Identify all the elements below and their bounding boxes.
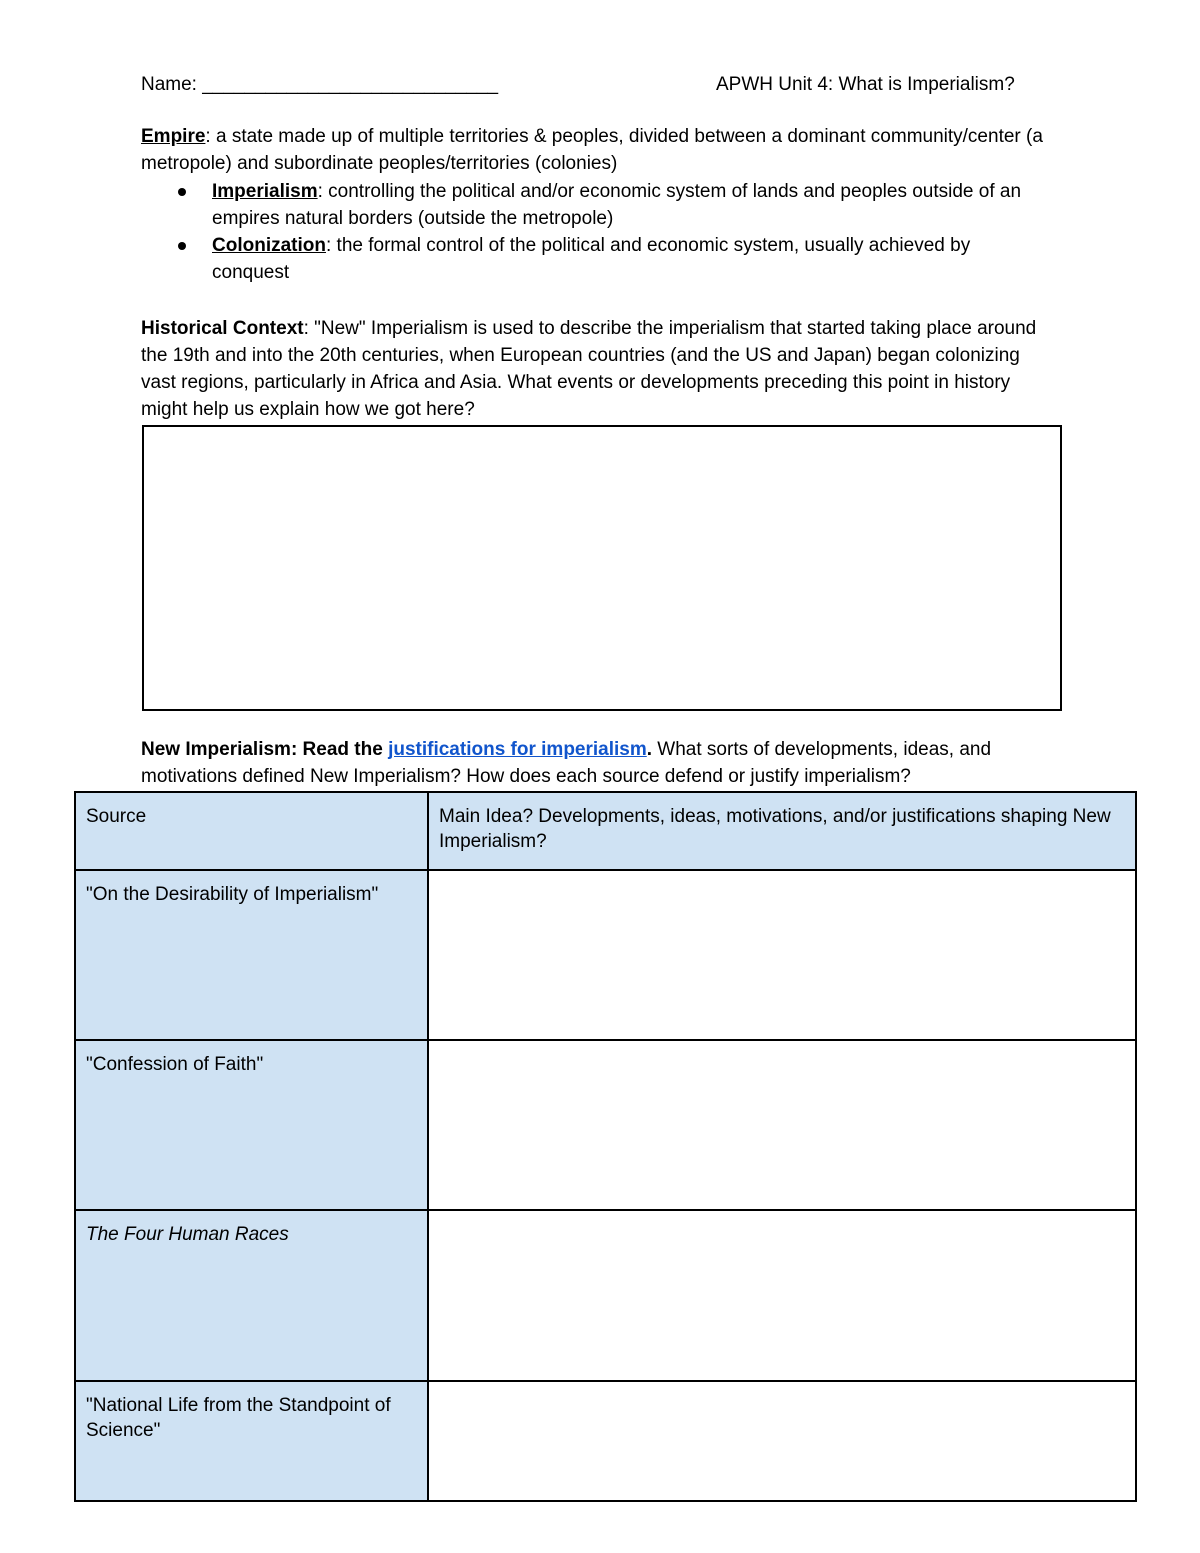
answer-cell[interactable] xyxy=(428,1381,1136,1501)
source-cell: "On the Desirability of Imperialism" xyxy=(75,870,428,1040)
colonization-term: Colonization xyxy=(212,235,326,256)
bullet-icon xyxy=(178,188,186,196)
historical-context-text: : "New" Imperialism is used to describe the imperialism that started taking place around the 19th and into the 20th centuries, when European countries (and the US and Japan) began colonizing vast regions, particularly in Africa and Asia. What events or developments preceding this point in history might help us explain how we got here? xyxy=(141,318,1037,420)
new-imperialism-text: What sorts of developments, ideas, and motivations defined New Imperialism? How does each source defend or justify imperialism? xyxy=(141,739,992,787)
answer-cell[interactable] xyxy=(428,870,1136,1040)
new-imperialism-label: New Imperialism: Read the xyxy=(141,739,389,760)
answer-cell[interactable] xyxy=(428,1210,1136,1381)
empire-definition-text: : a state made up of multiple territories & peoples, divided between a dominant community/center (a metropole) and subordinate peoples/territories (colonies) xyxy=(141,126,1043,174)
historical-context xyxy=(141,315,1056,423)
source-cell: "Confession of Faith" xyxy=(75,1040,428,1210)
name-field-label: Name: ____________________________ xyxy=(141,74,499,95)
header-main-idea: Main Idea? Developments, ideas, motivations, and/or justifications shaping New Imperialism? xyxy=(428,792,1136,870)
empire-term: Empire xyxy=(141,126,206,147)
historical-context-answer-box[interactable] xyxy=(142,425,1062,711)
list-item xyxy=(141,232,1051,286)
table-row xyxy=(75,1210,1136,1381)
header-source: Source xyxy=(75,792,428,870)
page-title: APWH Unit 4: What is Imperialism? xyxy=(716,74,1015,95)
table-row xyxy=(75,1040,1136,1210)
table-row xyxy=(75,870,1136,1040)
imperialism-term: Imperialism xyxy=(212,181,318,202)
source-cell: "National Life from the Standpoint of Science" xyxy=(75,1381,428,1501)
link-period: . xyxy=(646,739,653,760)
historical-context-label: Historical Context xyxy=(141,318,304,339)
source-cell: The Four Human Races xyxy=(75,1210,428,1381)
new-imperialism-prompt xyxy=(141,736,1041,790)
imperialism-definition: : controlling the political and/or economic system of lands and peoples outside of an empires natural borders (outside the metropole) xyxy=(212,181,1022,229)
colonization-definition: : the formal control of the political and economic system, usually achieved by conquest xyxy=(212,235,971,283)
table-row xyxy=(75,1381,1136,1501)
table-header-row xyxy=(75,792,1136,870)
bullet-icon xyxy=(178,242,186,250)
sources-table xyxy=(74,791,1137,1502)
list-item xyxy=(141,178,1051,232)
justifications-link[interactable]: justifications for imperialism xyxy=(388,739,647,760)
definition-list xyxy=(141,178,1051,286)
empire-definition xyxy=(141,123,1051,177)
answer-cell[interactable] xyxy=(428,1040,1136,1210)
